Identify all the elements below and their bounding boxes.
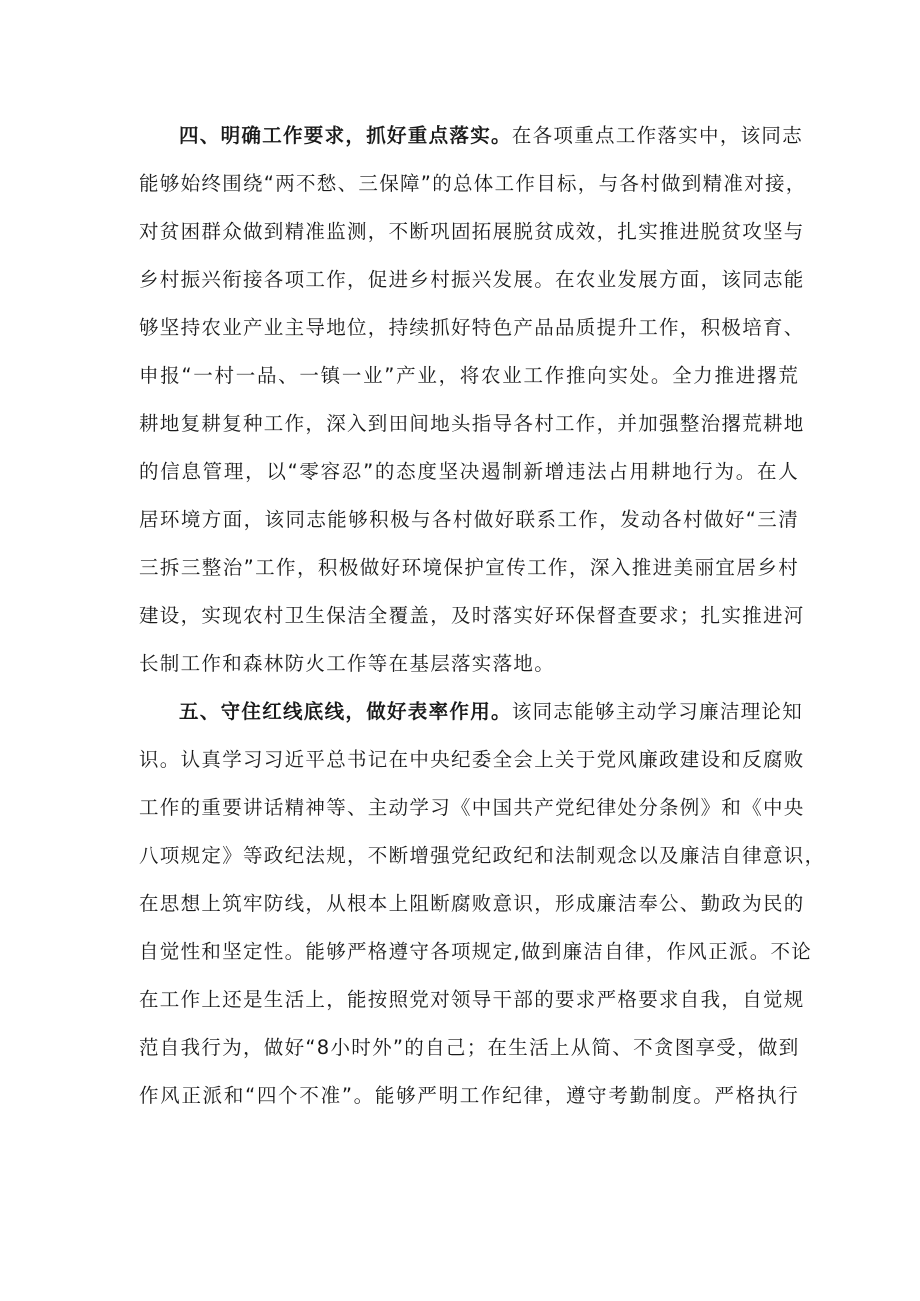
paragraph-line: 在工作上还是生活上，能按照党对领导干部的要求严格要求自我，自觉规 — [139, 988, 805, 1011]
paragraph-line: 识。认真学习习近平总书记在中央纪委全会上关于党风廉政建设和反腐败 — [139, 748, 805, 771]
paragraph-line: 耕地复耕复种工作，深入到田间地头指导各村工作，并加强整治撂荒耕地 — [139, 412, 805, 435]
paragraph-line: 工作的重要讲话精神等、主动学习《中国共产党纪律处分条例》和《中央 — [139, 796, 805, 819]
section-lead-text: 该同志能够主动学习廉洁理论知 — [511, 700, 804, 723]
paragraph-line: 能够始终围绕“两不愁、三保障”的总体工作目标，与各村做到精准对接， — [139, 172, 807, 195]
paragraph-line: 三拆三整治”工作，积极做好环境保护宣传工作，深入推进美丽宜居乡村 — [139, 556, 799, 579]
paragraph-line: 建设，实现农村卫生保洁全覆盖，及时落实好环保督查要求；扎实推进河 — [139, 604, 805, 627]
paragraph-last-line: 长制工作和森林防火工作等在基层落实落地。 — [139, 652, 556, 675]
section-four-paragraph — [139, 112, 807, 688]
section-heading: 四、明确工作要求，抓好重点落实。 — [179, 124, 512, 147]
paragraph-line: 乡村振兴衔接各项工作，促进乡村振兴发展。在农业发展方面，该同志能 — [139, 268, 805, 291]
section-lead-text: 在各项重点工作落实中，该同志 — [511, 124, 804, 147]
paragraph-line — [139, 112, 804, 160]
paragraph-line: 够坚持农业产业主导地位，持续抓好特色产品品质提升工作，积极培育、 — [139, 316, 805, 339]
paragraph-line: 居环境方面，该同志能够积极与各村做好联系工作，发动各村做好“三清 — [139, 508, 799, 531]
paragraph-line: 自觉性和坚定性。能够严格遵守各项规定,做到廉洁自律，作风正派。不论 — [139, 940, 813, 963]
section-five-paragraph — [139, 688, 826, 1120]
paragraph-line: 范自我行为，做好“8小时外”的自己；在生活上从简、不贪图享受，做到 — [139, 1036, 800, 1059]
section-heading: 五、守住红线底线，做好表率作用。 — [179, 700, 512, 723]
paragraph-line: 在思想上筑牢防线，从根本上阻断腐败意识，形成廉洁奉公、勤政为民的 — [139, 892, 805, 915]
paragraph-line: 的信息管理，以“零容忍”的态度坚决遏制新增违法占用耕地行为。在人 — [139, 460, 799, 483]
paragraph-line: 申报“一村一品、一镇一业”产业，将农业工作推向实处。全力推进撂荒 — [139, 364, 799, 387]
paragraph-line: 对贫困群众做到精准监测，不断巩固拓展脱贫成效，扎实推进脱贫攻坚与 — [139, 220, 805, 243]
paragraph-line: 作风正派和“四个不准”。能够严明工作纪律，遵守考勤制度。严格执行 — [139, 1084, 799, 1107]
paragraph-line: 八项规定》等政纪法规，不断增强党纪政纪和法制观念以及廉洁自律意识， — [139, 844, 826, 867]
paragraph-line — [139, 688, 804, 736]
